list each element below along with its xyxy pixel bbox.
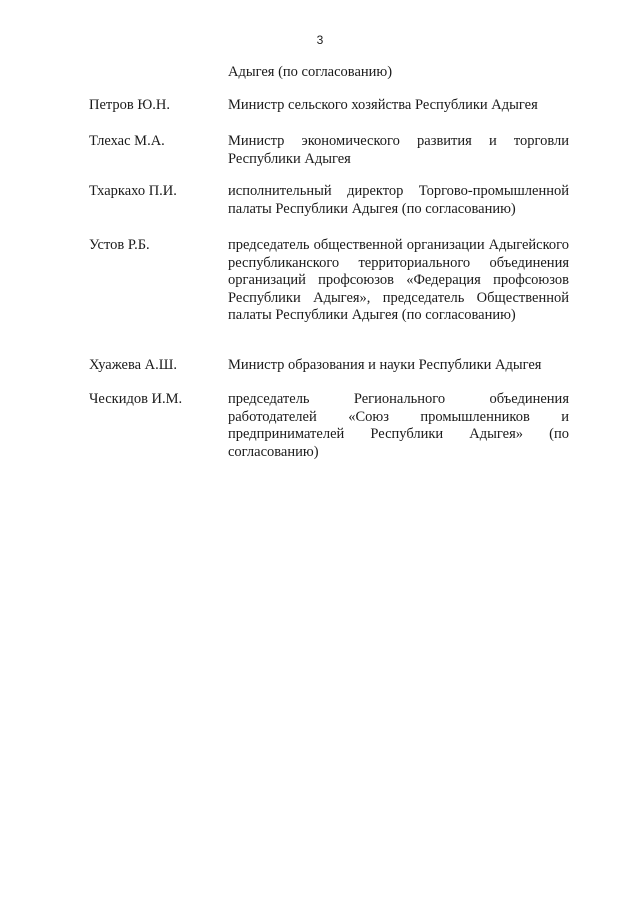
page-number: 3 [316, 33, 324, 47]
member-row [89, 97, 569, 115]
member-row [89, 357, 569, 375]
member-role: председатель общественной организации Адыгейского республиканского территориального объединения организаций профсоюзов «Федерация профсоюзов Республики Адыгея», председатель Общественной палаты Республики Адыгея (по согласованию) [228, 237, 569, 323]
member-role: председатель Регионального объединения работодателей «Союз промышленников и предпринимателей Республики Адыгея» (по согласованию) [228, 391, 569, 460]
member-role: Министр сельского хозяйства Республики Адыгея [228, 97, 538, 113]
member-name: Ческидов И.М. [89, 391, 183, 407]
member-name: Тлехас М.А. [89, 133, 165, 149]
member-row [89, 391, 569, 461]
member-row [89, 237, 569, 325]
member-name: Тхаркахо П.И. [89, 183, 177, 199]
member-role: исполнительный директор Торгово-промышленной палаты Республики Адыгея (по согласованию) [228, 183, 569, 217]
member-name: Устов Р.Б. [89, 237, 150, 253]
member-name: Петров Ю.Н. [89, 97, 171, 113]
member-row [89, 133, 569, 168]
member-row [89, 183, 569, 218]
member-name: Хуажева А.Ш. [89, 357, 178, 373]
member-role: Министр экономического развития и торговли Республики Адыгея [228, 133, 569, 167]
continuation-text: Адыгея (по согласованию) [228, 64, 393, 80]
member-role: Министр образования и науки Республики Адыгея [228, 357, 542, 373]
